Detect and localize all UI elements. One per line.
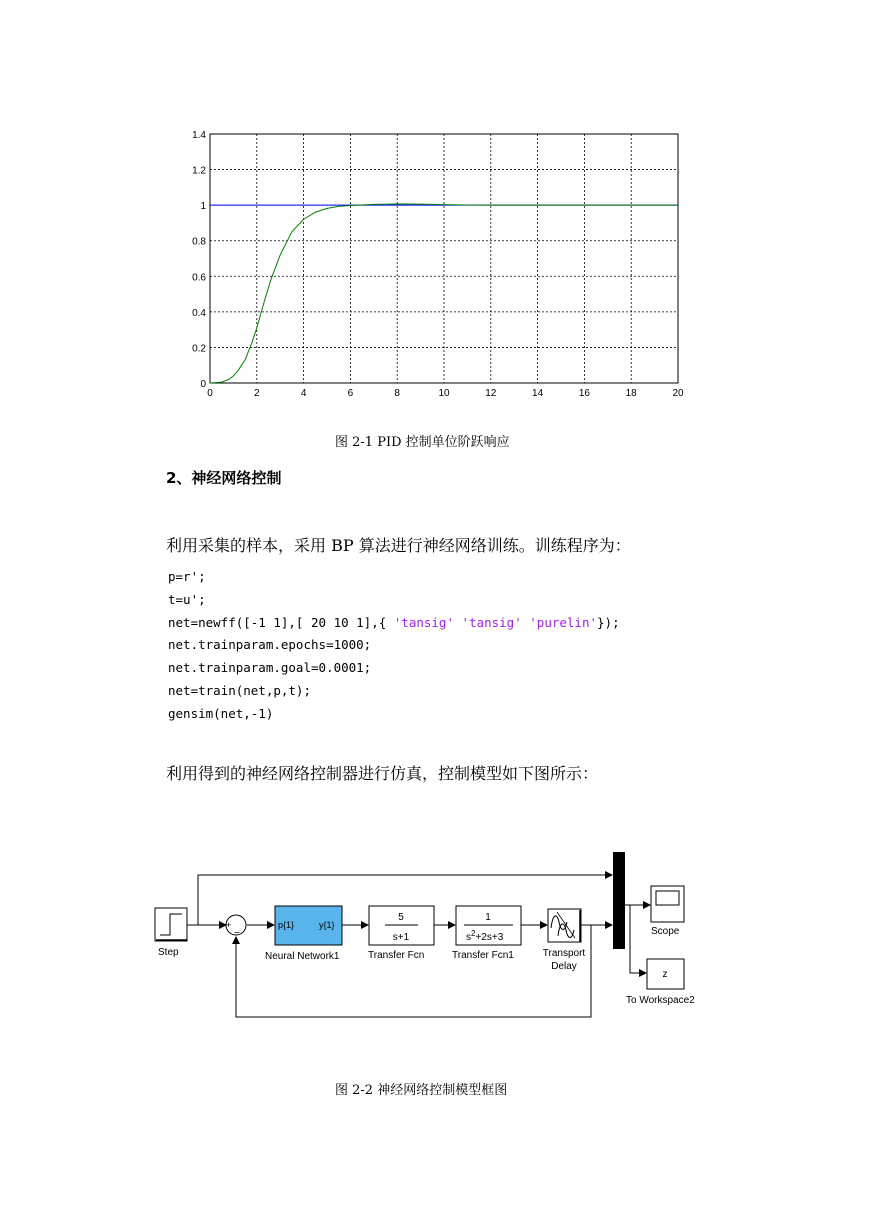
code-line: net.trainparam.epochs=1000; xyxy=(168,637,372,653)
delay-label-line2: Delay xyxy=(551,961,577,972)
signal-wires xyxy=(187,875,650,1017)
nn-input-port: p{1} xyxy=(278,920,295,930)
sum-block[interactable] xyxy=(226,915,246,939)
transport-delay-block[interactable] xyxy=(543,909,586,972)
x-tick-label: 2 xyxy=(254,388,260,399)
x-tick-label: 18 xyxy=(625,388,637,399)
x-tick-label: 12 xyxy=(485,388,497,399)
tf1-numerator: 5 xyxy=(398,912,404,923)
step-label: Step xyxy=(158,947,179,958)
scope-screen-icon xyxy=(656,891,679,905)
y-tick-label: 0.4 xyxy=(192,307,206,319)
x-tick-label: 0 xyxy=(207,388,213,399)
sum-plus-sign: + xyxy=(226,920,232,930)
code-line: net=newff([-1 1],[ 20 10 1],{ 'tansig' 'tansig' 'purelin'}); xyxy=(168,614,620,630)
transfer-fcn1-block[interactable] xyxy=(452,906,521,961)
section-heading: 2、神经网络控制 xyxy=(166,469,282,487)
code-line: net=train(net,p,t); xyxy=(168,682,311,698)
code-line: p=r'; xyxy=(168,569,206,584)
y-tick-label: 0.8 xyxy=(192,236,206,248)
x-tick-label: 8 xyxy=(394,388,400,399)
sum-minus-sign: − xyxy=(234,928,240,939)
tf1-denominator: s+1 xyxy=(392,932,410,943)
step-block[interactable] xyxy=(155,908,187,958)
figure-1-caption: 图 2-1 PID 控制单位阶跃响应 xyxy=(335,435,510,450)
simulink-block-diagram xyxy=(0,840,869,1030)
workspace-label: To Workspace2 xyxy=(626,995,695,1006)
code-line: t=u'; xyxy=(168,591,206,607)
y-tick-label: 0.6 xyxy=(192,272,206,284)
scope-block[interactable] xyxy=(651,886,684,937)
tf1-label: Transfer Fcn xyxy=(368,950,425,961)
delay-label-line1: Transport xyxy=(542,948,586,959)
x-tick-label: 4 xyxy=(300,388,307,399)
code-block xyxy=(168,566,620,726)
scope-label: Scope xyxy=(651,926,680,937)
neural-network-block[interactable] xyxy=(265,906,342,962)
y-tick-label: 1.2 xyxy=(192,165,206,177)
tf2-label: Transfer Fcn1 xyxy=(452,950,514,961)
x-tick-label: 10 xyxy=(438,388,450,399)
code-line: net.trainparam.goal=0.0001; xyxy=(168,660,372,676)
x-tick-label: 20 xyxy=(672,388,684,399)
pid-step-response-chart xyxy=(0,0,869,420)
intro-paragraph: 利用采集的样本，采用 BP 算法进行神经网络训练。训练程序为： xyxy=(166,536,631,555)
y-tick-label: 0.2 xyxy=(192,343,206,355)
y-tick-label: 1.4 xyxy=(192,130,206,141)
simulation-paragraph: 利用得到的神经网络控制器进行仿真，控制模型如下图所示： xyxy=(166,764,599,783)
tf2-denominator: $s^2+2s+3$ xyxy=(466,929,504,943)
to-workspace-block[interactable] xyxy=(626,959,695,1006)
mux-block[interactable] xyxy=(613,852,625,949)
workspace-var: z xyxy=(662,969,668,980)
figure-2-caption: 图 2-2 神经网络控制模型框图 xyxy=(335,1083,508,1098)
x-tick-label: 6 xyxy=(347,388,354,399)
x-tick-label: 14 xyxy=(532,388,544,399)
transfer-fcn-block[interactable] xyxy=(368,906,434,961)
y-tick-label: 1 xyxy=(200,201,206,213)
nn-label: Neural Network1 xyxy=(265,951,340,962)
x-tick-label: 16 xyxy=(578,388,590,399)
tf2-numerator: 1 xyxy=(485,912,491,923)
y-tick-label: 0 xyxy=(200,379,206,390)
code-line: gensim(net,-1) xyxy=(168,705,274,721)
nn-output-port: y{1} xyxy=(319,920,335,930)
